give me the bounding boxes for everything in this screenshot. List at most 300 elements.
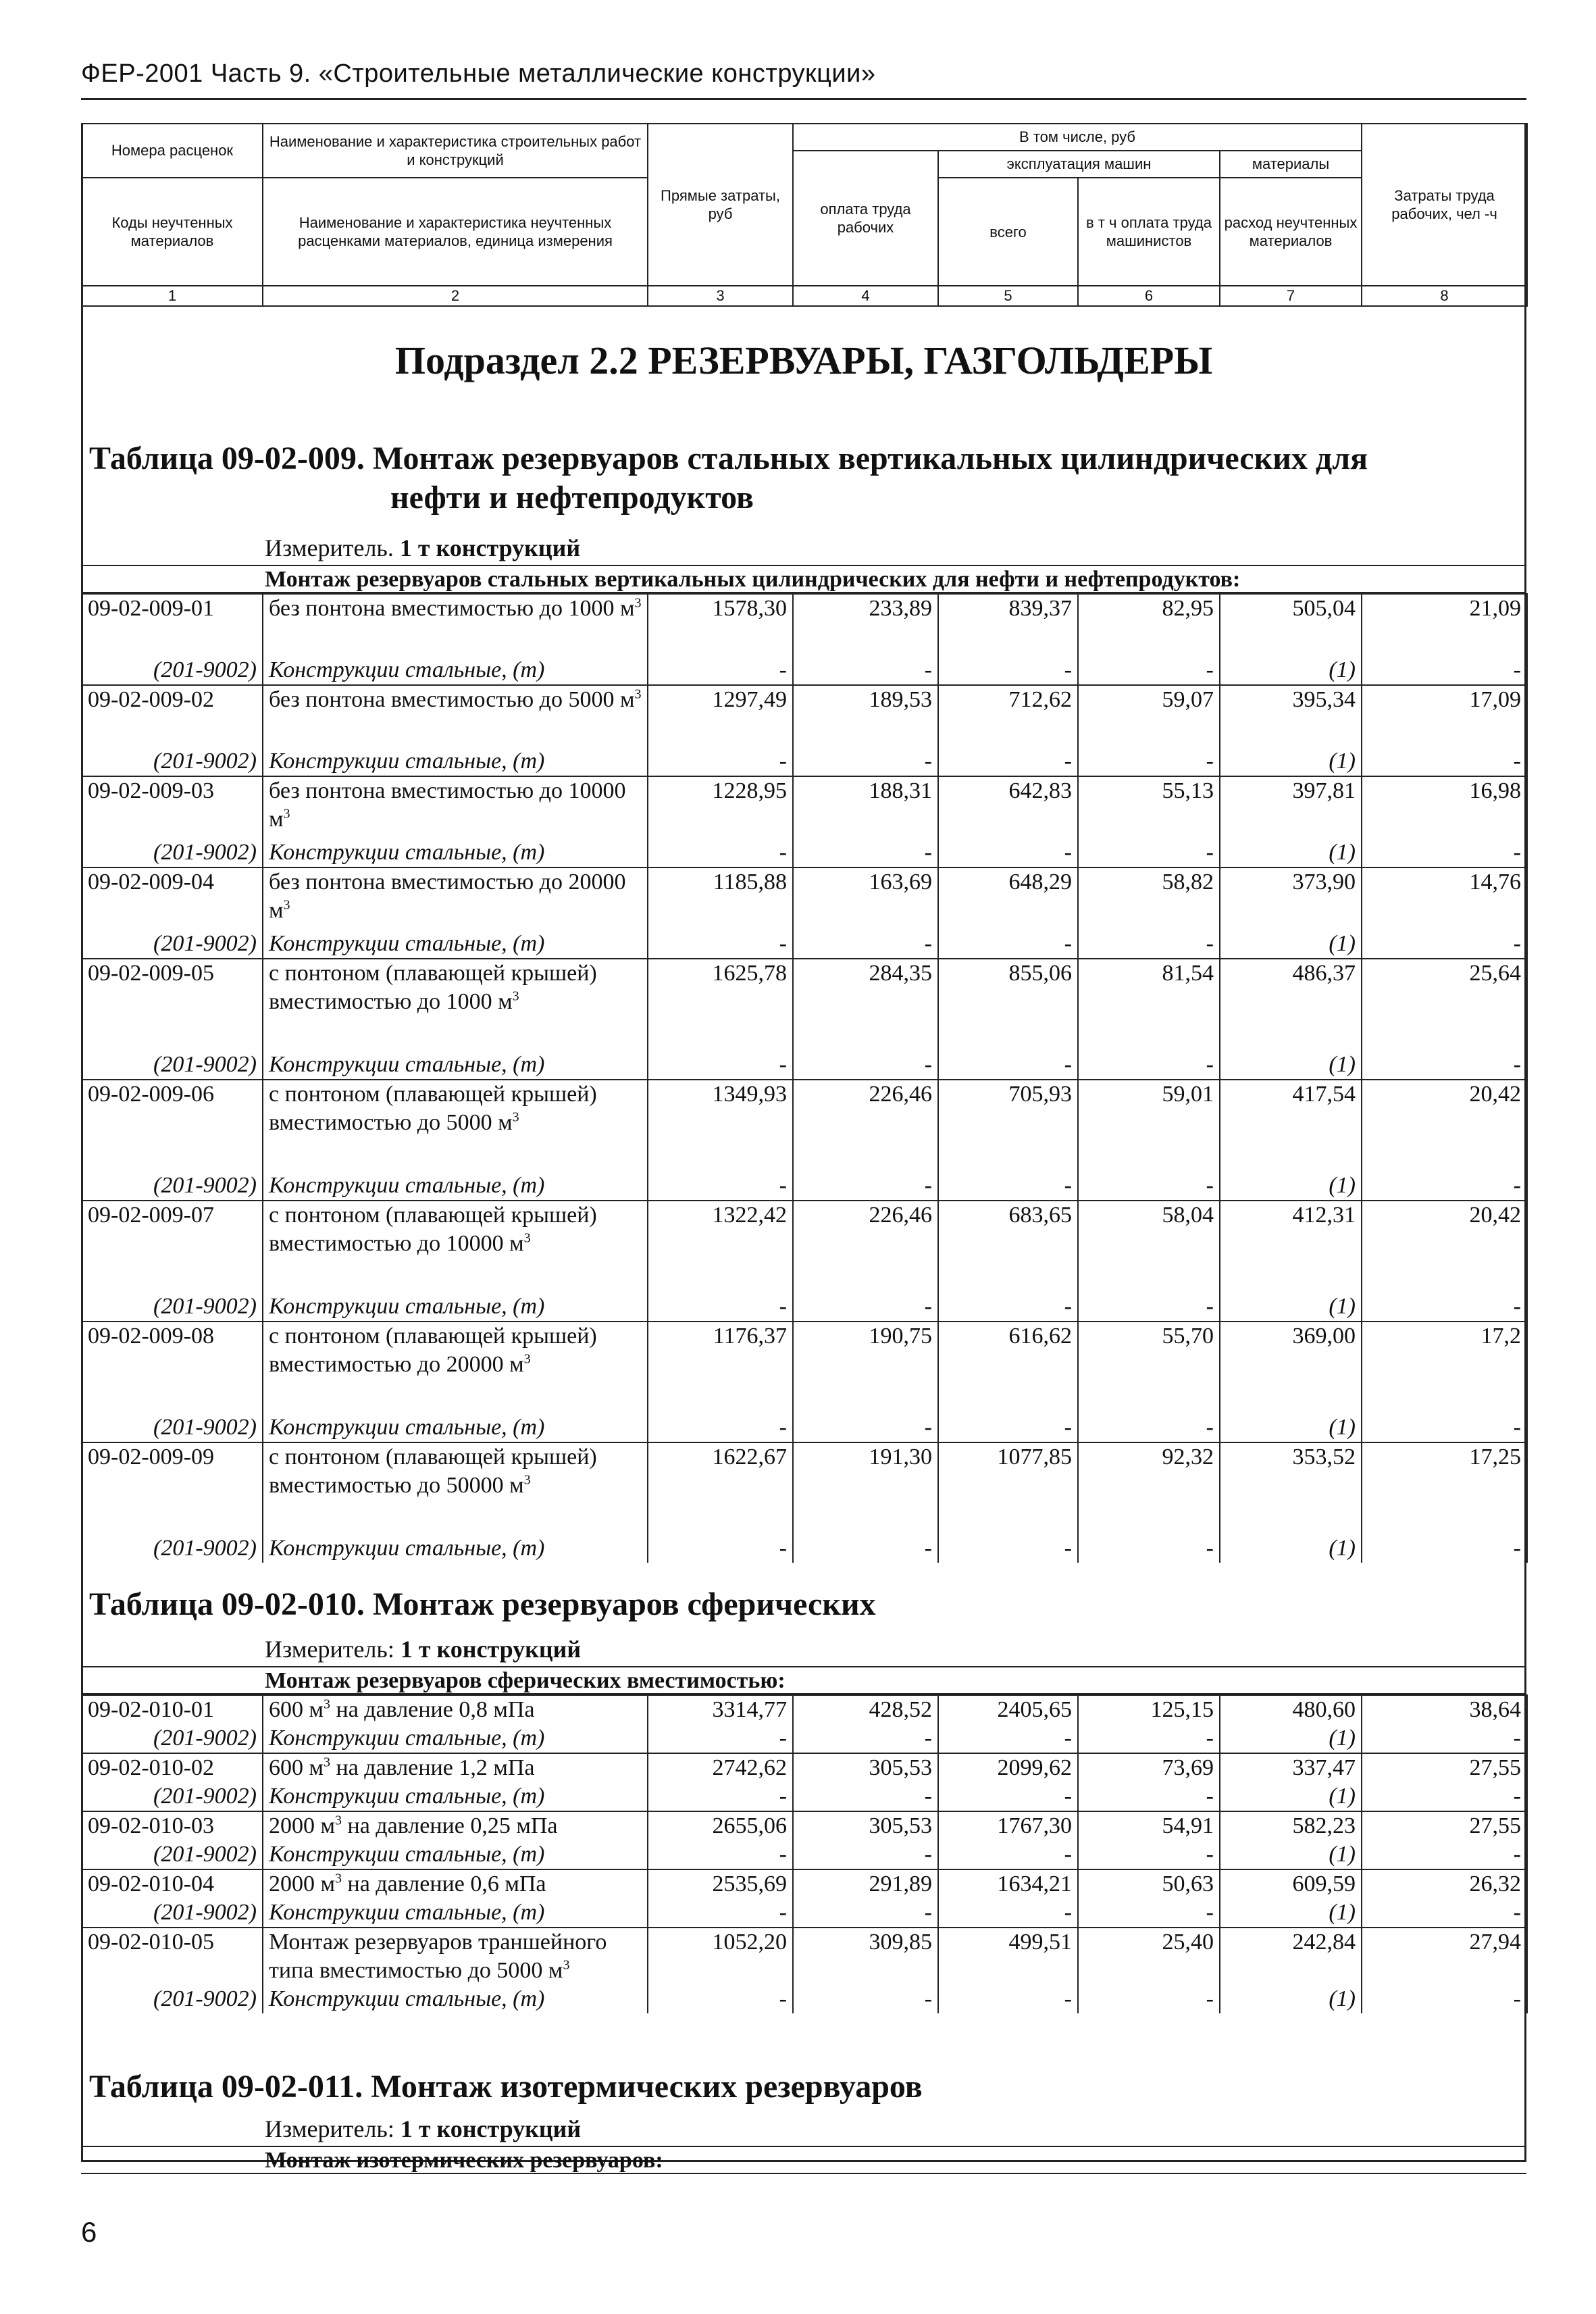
- material-row: [82, 1840, 1527, 1869]
- material-quantity: (1): [1220, 1724, 1362, 1753]
- rate-labor: 188,31: [793, 776, 938, 838]
- material-code: (201-9002): [82, 1172, 263, 1201]
- rate-name: [263, 959, 648, 1051]
- meter-label: Измеритель:: [265, 2115, 394, 2142]
- material-name: Конструкции стальные, (т): [263, 1534, 648, 1563]
- column-number: 2: [263, 286, 648, 306]
- rate-mat: 582,23: [1220, 1811, 1362, 1840]
- rate-labor: 305,53: [793, 1753, 938, 1782]
- rate-labor: 226,46: [793, 1201, 938, 1292]
- header-labor-pay: оплата труда рабочих: [793, 151, 938, 286]
- rate-mat: 397,81: [1220, 776, 1362, 838]
- material-quantity: (1): [1220, 1840, 1362, 1869]
- material-machinists: -: [1078, 1292, 1220, 1322]
- material-code: (201-9002): [82, 1898, 263, 1928]
- material-machines: -: [938, 1898, 1078, 1928]
- material-quantity: (1): [1220, 1051, 1362, 1080]
- subsection-title: Подраздел 2.2 РЕЗЕРВУАРЫ, ГАЗГОЛЬДЕРЫ: [394, 338, 1213, 382]
- material-machinists: -: [1078, 1413, 1220, 1442]
- rate-mat: 373,90: [1220, 867, 1362, 930]
- material-hours: -: [1362, 1985, 1527, 2013]
- meter-010: [265, 1635, 581, 1663]
- rate-name: [263, 1753, 648, 1782]
- rate-direct: 1228,95: [648, 776, 793, 838]
- rate-labor: 309,85: [793, 1928, 938, 1985]
- rate-mach-labor: 54,91: [1078, 1811, 1220, 1840]
- meter-009: [265, 534, 580, 562]
- rate-mach-labor: 25,40: [1078, 1928, 1220, 1985]
- material-code: (201-9002): [82, 1985, 263, 2013]
- material-hours: -: [1362, 656, 1527, 685]
- rate-row: [82, 959, 1527, 1051]
- material-direct: -: [648, 1840, 793, 1869]
- item-name-text: без понтона вместимостью до 10000 м: [269, 778, 626, 832]
- material-labor: -: [793, 1782, 938, 1811]
- item-name-text: на давление 0,25 мПа: [342, 1813, 558, 1838]
- material-hours: -: [1362, 1051, 1527, 1080]
- rate-mach-labor: 50,63: [1078, 1869, 1220, 1898]
- rate-hours: 27,55: [1362, 1811, 1527, 1840]
- rate-mat: 609,59: [1220, 1869, 1362, 1898]
- material-machinists: -: [1078, 1782, 1220, 1811]
- item-name-text: с понтоном (плавающей крышей) вместимостью до 20000 м: [269, 1324, 597, 1377]
- material-machines: -: [938, 1292, 1078, 1322]
- rate-code: 09-02-010-03: [82, 1811, 263, 1840]
- material-machines: -: [938, 1051, 1078, 1080]
- unit-superscript: 3: [634, 595, 642, 611]
- rate-direct: 1578,30: [648, 594, 793, 656]
- rate-code: 09-02-009-09: [82, 1442, 263, 1534]
- rate-row: [82, 1442, 1527, 1534]
- table-title-009: [89, 439, 1368, 517]
- material-machinists: -: [1078, 1172, 1220, 1201]
- unit-superscript: 3: [283, 897, 290, 913]
- material-quantity: (1): [1220, 1172, 1362, 1201]
- material-name: Конструкции стальные, (т): [263, 930, 648, 959]
- unit-superscript: 3: [283, 806, 290, 822]
- rate-direct: 1297,49: [648, 685, 793, 747]
- rate-row: [82, 867, 1527, 930]
- rate-code: 09-02-009-02: [82, 685, 263, 747]
- table-title-010: [89, 1585, 876, 1624]
- item-name-text: без понтона вместимостью до 5000 м: [269, 687, 635, 712]
- header-rate-numbers: Номера расценок: [82, 124, 263, 178]
- item-name-text: с понтоном (плавающей крышей) вместимостью до 50000 м: [269, 1444, 597, 1498]
- material-quantity: (1): [1220, 1782, 1362, 1811]
- material-quantity: (1): [1220, 1985, 1362, 2013]
- material-machines: -: [938, 1534, 1078, 1563]
- column-number: 5: [938, 286, 1078, 306]
- material-row: [82, 1051, 1527, 1080]
- material-row: [82, 1292, 1527, 1322]
- rate-direct: 1625,78: [648, 959, 793, 1051]
- rate-direct: 1349,93: [648, 1080, 793, 1172]
- rate-mach-labor: 73,69: [1078, 1753, 1220, 1782]
- material-code: (201-9002): [82, 930, 263, 959]
- rate-row: [82, 1928, 1527, 1985]
- material-hours: -: [1362, 747, 1527, 776]
- material-row: [82, 930, 1527, 959]
- material-labor: -: [793, 747, 938, 776]
- column-number: 8: [1362, 286, 1527, 306]
- rate-mat: 337,47: [1220, 1753, 1362, 1782]
- column-number: 6: [1078, 286, 1220, 306]
- rate-mach: 2405,65: [938, 1695, 1078, 1724]
- item-name-text: на давление 0,8 мПа: [330, 1697, 535, 1722]
- unit-superscript: 3: [324, 1755, 331, 1770]
- rate-hours: 16,98: [1362, 776, 1527, 838]
- rate-hours: 27,55: [1362, 1753, 1527, 1782]
- rate-code: 09-02-010-02: [82, 1753, 263, 1782]
- material-machinists: -: [1078, 838, 1220, 867]
- rate-code: 09-02-009-06: [82, 1080, 263, 1172]
- material-name: Конструкции стальные, (т): [263, 1172, 648, 1201]
- material-name: Конструкции стальные, (т): [263, 1292, 648, 1322]
- rate-name: [263, 1322, 648, 1413]
- material-hours: -: [1362, 1292, 1527, 1322]
- material-hours: -: [1362, 1534, 1527, 1563]
- group-heading: Монтаж резервуаров стальных вертикальных цилиндрических для нефти и нефтепродуктов:: [81, 565, 1526, 593]
- rate-hours: 20,42: [1362, 1080, 1527, 1172]
- header-direct-costs: Прямые затраты, руб: [648, 124, 793, 286]
- rate-code: 09-02-010-01: [82, 1695, 263, 1724]
- column-number: 3: [648, 286, 793, 306]
- material-direct: -: [648, 930, 793, 959]
- rate-mach-labor: 59,07: [1078, 685, 1220, 747]
- rate-mach-labor: 82,95: [1078, 594, 1220, 656]
- unit-superscript: 3: [523, 1472, 531, 1488]
- rate-row: [82, 685, 1527, 747]
- rate-mach-labor: 55,70: [1078, 1322, 1220, 1413]
- material-labor: -: [793, 1898, 938, 1928]
- material-labor: -: [793, 838, 938, 867]
- rate-direct: 3314,77: [648, 1695, 793, 1724]
- rate-name: [263, 1869, 648, 1898]
- rate-mach-labor: 125,15: [1078, 1695, 1220, 1724]
- material-machinists: -: [1078, 1840, 1220, 1869]
- meter-value: 1 т конструкций: [399, 534, 581, 561]
- column-number: 7: [1220, 286, 1362, 306]
- header-machines-total: всего: [938, 178, 1078, 286]
- material-code: (201-9002): [82, 656, 263, 685]
- rate-direct: 2535,69: [648, 1869, 793, 1898]
- material-direct: -: [648, 1292, 793, 1322]
- material-labor: -: [793, 1172, 938, 1201]
- rate-labor: 284,35: [793, 959, 938, 1051]
- material-quantity: (1): [1220, 1898, 1362, 1928]
- item-name-text: 2000 м: [269, 1813, 336, 1838]
- material-hours: -: [1362, 1898, 1527, 1928]
- item-name-text: без понтона вместимостью до 1000 м: [269, 596, 635, 621]
- rate-mat: 505,04: [1220, 594, 1362, 656]
- material-machinists: -: [1078, 930, 1220, 959]
- material-machinists: -: [1078, 1985, 1220, 2013]
- item-name-text: с понтоном (плавающей крышей) вместимостью до 1000 м: [269, 961, 597, 1014]
- rate-name: [263, 1080, 648, 1172]
- rate-name: [263, 685, 648, 747]
- rates-table-009: [81, 593, 1528, 1563]
- rate-labor: 190,75: [793, 1322, 938, 1413]
- meter-label: Измеритель:: [265, 1636, 394, 1663]
- material-hours: -: [1362, 838, 1527, 867]
- rate-mach: 642,83: [938, 776, 1078, 838]
- material-machines: -: [938, 1985, 1078, 2013]
- rate-mat: 353,52: [1220, 1442, 1362, 1534]
- material-quantity: (1): [1220, 1413, 1362, 1442]
- meter-011: [265, 2115, 581, 2143]
- rate-code: 09-02-009-04: [82, 867, 263, 930]
- rate-hours: 38,64: [1362, 1695, 1527, 1724]
- header-materials-consumption: расход неучтенных материалов: [1220, 178, 1362, 286]
- header-material-names: Наименование и характеристика неучтенных расценками материалов, единица измерения: [263, 178, 648, 286]
- rate-mach: 855,06: [938, 959, 1078, 1051]
- material-quantity: (1): [1220, 1292, 1362, 1322]
- rate-name: [263, 1201, 648, 1292]
- material-row: [82, 1985, 1527, 2013]
- rate-labor: 305,53: [793, 1811, 938, 1840]
- rate-direct: 1052,20: [648, 1928, 793, 1985]
- material-hours: -: [1362, 1782, 1527, 1811]
- rate-name: [263, 594, 648, 656]
- material-code: (201-9002): [82, 1840, 263, 1869]
- material-quantity: (1): [1220, 656, 1362, 685]
- header-labor-hours: Затраты труда рабочих, чел -ч: [1362, 124, 1527, 286]
- material-row: [82, 1782, 1527, 1811]
- rate-direct: 1622,67: [648, 1442, 793, 1534]
- material-machines: -: [938, 747, 1078, 776]
- material-name: Конструкции стальные, (т): [263, 747, 648, 776]
- material-machinists: -: [1078, 1051, 1220, 1080]
- material-hours: -: [1362, 1172, 1527, 1201]
- rate-mach-labor: 81,54: [1078, 959, 1220, 1051]
- rate-name: [263, 1928, 648, 1985]
- material-quantity: (1): [1220, 838, 1362, 867]
- material-name: Конструкции стальные, (т): [263, 1985, 648, 2013]
- material-direct: -: [648, 1172, 793, 1201]
- rate-mat: 395,34: [1220, 685, 1362, 747]
- unit-superscript: 3: [512, 988, 519, 1004]
- material-labor: -: [793, 1985, 938, 2013]
- material-hours: -: [1362, 1724, 1527, 1753]
- unit-superscript: 3: [335, 1813, 342, 1828]
- material-code: (201-9002): [82, 838, 263, 867]
- column-number: 1: [82, 286, 263, 306]
- rate-code: 09-02-009-05: [82, 959, 263, 1051]
- unit-superscript: 3: [512, 1109, 519, 1125]
- material-code: (201-9002): [82, 1724, 263, 1753]
- rate-labor: 291,89: [793, 1869, 938, 1898]
- rate-labor: 226,46: [793, 1080, 938, 1172]
- rate-row: [82, 776, 1527, 838]
- material-labor: -: [793, 656, 938, 685]
- rate-name: [263, 1811, 648, 1840]
- rate-hours: 17,25: [1362, 1442, 1527, 1534]
- item-name-text: 600 м: [269, 1755, 324, 1780]
- material-code: (201-9002): [82, 1534, 263, 1563]
- rate-name: [263, 1695, 648, 1724]
- material-hours: -: [1362, 1840, 1527, 1869]
- material-labor: -: [793, 1292, 938, 1322]
- material-name: Конструкции стальные, (т): [263, 838, 648, 867]
- rate-row: [82, 1201, 1527, 1292]
- material-name: Конструкции стальные, (т): [263, 1051, 648, 1080]
- rate-mat: 369,00: [1220, 1322, 1362, 1413]
- unit-superscript: 3: [523, 1351, 531, 1367]
- item-name-text: 600 м: [269, 1697, 324, 1722]
- material-machinists: -: [1078, 1534, 1220, 1563]
- rate-name: [263, 1442, 648, 1534]
- rate-code: 09-02-009-01: [82, 594, 263, 656]
- rate-mat: 417,54: [1220, 1080, 1362, 1172]
- material-machines: -: [938, 1172, 1078, 1201]
- rate-mach: 616,62: [938, 1322, 1078, 1413]
- rate-mach: 648,29: [938, 867, 1078, 930]
- rate-labor: 428,52: [793, 1695, 938, 1724]
- rate-direct: 1322,42: [648, 1201, 793, 1292]
- table-title-line: Таблица 09-02-010. Монтаж резервуаров сферических: [89, 1586, 876, 1622]
- material-direct: -: [648, 1413, 793, 1442]
- material-row: [82, 1534, 1527, 1563]
- rate-direct: 1176,37: [648, 1322, 793, 1413]
- material-direct: -: [648, 656, 793, 685]
- material-direct: -: [648, 1898, 793, 1928]
- item-name-text: на давление 0,6 мПа: [342, 1871, 546, 1896]
- material-quantity: (1): [1220, 747, 1362, 776]
- material-hours: -: [1362, 930, 1527, 959]
- unit-superscript: 3: [634, 686, 642, 702]
- rate-mach-labor: 58,04: [1078, 1201, 1220, 1292]
- rate-mach: 1077,85: [938, 1442, 1078, 1534]
- rate-row: [82, 1080, 1527, 1172]
- material-machinists: -: [1078, 1724, 1220, 1753]
- header-material-codes: Коды неучтенных материалов: [82, 178, 263, 286]
- rate-direct: 2655,06: [648, 1811, 793, 1840]
- material-direct: -: [648, 1724, 793, 1753]
- material-labor: -: [793, 1840, 938, 1869]
- rate-code: 09-02-010-04: [82, 1869, 263, 1898]
- material-labor: -: [793, 1051, 938, 1080]
- material-labor: -: [793, 1413, 938, 1442]
- running-head: ФЕР-2001 Часть 9. «Строительные металлические конструкции»: [81, 59, 1526, 100]
- header-work-name: Наименование и характеристика строительных работ и конструкций: [263, 124, 648, 178]
- material-machines: -: [938, 930, 1078, 959]
- rates-table-010: [81, 1694, 1528, 2013]
- material-machines: -: [938, 1413, 1078, 1442]
- rate-hours: 27,94: [1362, 1928, 1527, 1985]
- material-name: Конструкции стальные, (т): [263, 1782, 648, 1811]
- rate-mach-labor: 58,82: [1078, 867, 1220, 930]
- header-machines: эксплуатация машин: [938, 151, 1220, 178]
- rate-name: [263, 776, 648, 838]
- rate-mach: 1767,30: [938, 1811, 1078, 1840]
- unit-superscript: 3: [335, 1871, 342, 1886]
- rate-mach: 839,37: [938, 594, 1078, 656]
- table-title-line: Таблица 09-02-009. Монтаж резервуаров стальных вертикальных цилиндрических для: [89, 441, 1368, 476]
- material-direct: -: [648, 1985, 793, 2013]
- rate-mach: 683,65: [938, 1201, 1078, 1292]
- rate-mat: 480,60: [1220, 1695, 1362, 1724]
- material-name: Конструкции стальные, (т): [263, 1840, 648, 1869]
- material-labor: -: [793, 1724, 938, 1753]
- material-row: [82, 1172, 1527, 1201]
- material-labor: -: [793, 930, 938, 959]
- rate-direct: 1185,88: [648, 867, 793, 930]
- material-machinists: -: [1078, 656, 1220, 685]
- material-direct: -: [648, 838, 793, 867]
- rate-hours: 17,2: [1362, 1322, 1527, 1413]
- rate-mat: 412,31: [1220, 1201, 1362, 1292]
- rate-mat: 242,84: [1220, 1928, 1362, 1985]
- unit-superscript: 3: [523, 1230, 531, 1246]
- material-direct: -: [648, 1782, 793, 1811]
- item-name-text: с понтоном (плавающей крышей) вместимостью до 5000 м: [269, 1082, 597, 1135]
- rate-mach: 712,62: [938, 685, 1078, 747]
- material-quantity: (1): [1220, 1534, 1362, 1563]
- material-row: [82, 656, 1527, 685]
- material-labor: -: [793, 1534, 938, 1563]
- rate-code: 09-02-010-05: [82, 1928, 263, 1985]
- rate-hours: 14,76: [1362, 867, 1527, 930]
- material-row: [82, 747, 1527, 776]
- material-row: [82, 1898, 1527, 1928]
- rate-hours: 25,64: [1362, 959, 1527, 1051]
- material-row: [82, 1413, 1527, 1442]
- material-row: [82, 838, 1527, 867]
- material-name: Конструкции стальные, (т): [263, 1413, 648, 1442]
- rate-row: [82, 594, 1527, 656]
- material-code: (201-9002): [82, 1413, 263, 1442]
- rate-name: [263, 867, 648, 930]
- rate-mach: 1634,21: [938, 1869, 1078, 1898]
- rate-mach-labor: 59,01: [1078, 1080, 1220, 1172]
- item-name-text: 2000 м: [269, 1871, 336, 1896]
- rate-code: 09-02-009-03: [82, 776, 263, 838]
- material-direct: -: [648, 1051, 793, 1080]
- header-machinists-pay: в т ч оплата труда машинистов: [1078, 178, 1220, 286]
- material-machinists: -: [1078, 747, 1220, 776]
- rate-direct: 2742,62: [648, 1753, 793, 1782]
- group-heading: Монтаж изотермических резервуаров:: [81, 2146, 1526, 2174]
- table-title-011: [89, 2067, 923, 2107]
- column-header: [81, 123, 1528, 307]
- material-machines: -: [938, 1724, 1078, 1753]
- rate-row: [82, 1695, 1527, 1724]
- rate-row: [82, 1322, 1527, 1413]
- meter-value: 1 т конструкций: [400, 2115, 582, 2142]
- rate-hours: 26,32: [1362, 1869, 1527, 1898]
- rate-labor: 163,69: [793, 867, 938, 930]
- material-quantity: (1): [1220, 930, 1362, 959]
- material-name: Конструкции стальные, (т): [263, 1724, 648, 1753]
- table-title-line: нефти и нефтепродуктов: [390, 479, 754, 515]
- page-number: 6: [81, 2216, 97, 2248]
- header-in-total: В том числе, руб: [793, 124, 1362, 151]
- rate-row: [82, 1869, 1527, 1898]
- material-name: Конструкции стальные, (т): [263, 656, 648, 685]
- rate-mach: 705,93: [938, 1080, 1078, 1172]
- material-hours: -: [1362, 1413, 1527, 1442]
- unit-superscript: 3: [563, 1957, 570, 1973]
- rate-hours: 21,09: [1362, 594, 1527, 656]
- material-direct: -: [648, 747, 793, 776]
- group-heading: Монтаж резервуаров сферических вместимостью:: [81, 1666, 1526, 1694]
- material-machinists: -: [1078, 1898, 1220, 1928]
- rate-labor: 191,30: [793, 1442, 938, 1534]
- rate-labor: 189,53: [793, 685, 938, 747]
- rate-code: 09-02-009-08: [82, 1322, 263, 1413]
- rate-mach-labor: 92,32: [1078, 1442, 1220, 1534]
- table-title-line: Таблица 09-02-011. Монтаж изотермических резервуаров: [89, 2069, 923, 2105]
